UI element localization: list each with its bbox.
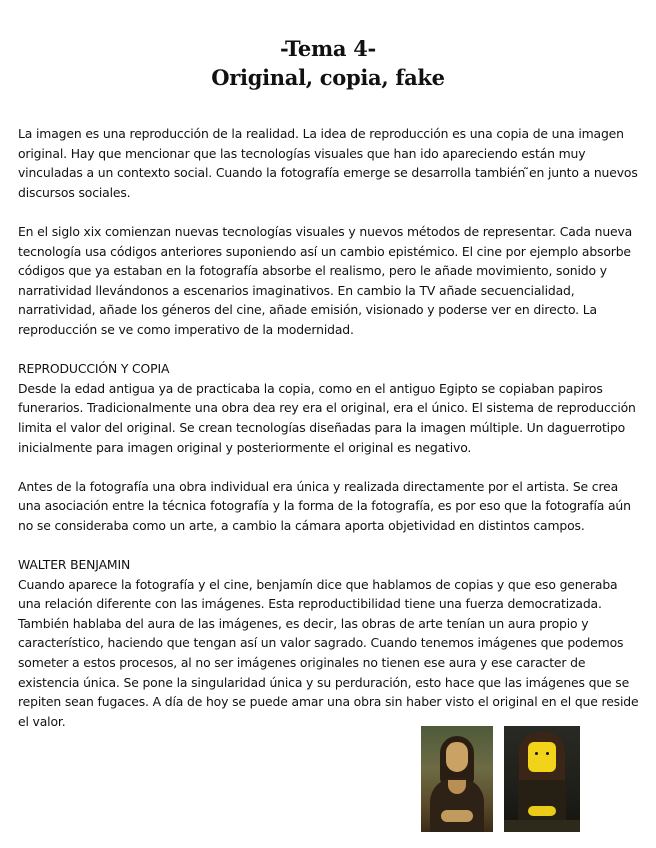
title-line-1: -Tema 4- [280, 36, 376, 61]
hands-shape [528, 806, 556, 816]
eye-shape [546, 752, 549, 755]
document-title [0, 34, 656, 92]
title-line-2: Original, copia, fake [211, 65, 445, 90]
paragraph-intro: La imagen es una reproducción de la realidad. La idea de reproducción es una copia de una imagen original. Hay que mencionar que las tecnologías visuales que han ido apareciendo están muy vinculadas a un contexto social. Cuando la fotografía emerge se desarrolla también ̃en junto a nuevos discursos sociales. [18, 126, 638, 200]
document-body [18, 124, 640, 751]
section-heading: WALTER BENJAMIN [18, 557, 131, 573]
paragraph: Antes de la fotografía una obra individual era única y realizada directamente por el artista. Se crea una asociación entre la técnica fotografía y la forma de la fotografía, es por eso que la fotografía aún no se consideraba como un arte, a cambio la cámara aporta objetividad en distintos campos. [18, 478, 631, 533]
lego-mona-lisa-image [504, 726, 580, 832]
face-shape [446, 742, 468, 772]
hands-shape [441, 810, 473, 822]
mona-lisa-painting-image [421, 726, 493, 832]
paragraph: Cuando aparece la fotografía y el cine, benjamín dice que hablamos de copias y que eso generaba una relación diferente con las imágenes. Esta reproductibilidad tiene una fuerza democratizada. También hablaba del aura de las imágenes, es decir, las obras de arte tenían un aura propio y característico, haciendo que tengan así un valor sagrado. Cuando tenemos imágenes que podemos someter a estos procesos, al no ser imágenes originales no tienen ese aura y ese caracter de existencia única. Se pone la singularidad única y su perduración, esto hace que las imágenes que se repiten sean fugaces. A día de hoy se puede amar una obra sin haber visto el original en el que reside el valor. [18, 576, 639, 729]
section-heading: REPRODUCCIÓN Y COPIA [18, 361, 170, 377]
eye-shape [535, 752, 538, 755]
section-reproduccion [18, 359, 640, 535]
paragraph-siglo-xix: En el siglo xix comienzan nuevas tecnologías visuales y nuevos métodos de representar. Cada nueva tecnología usa códigos anteriores suponiendo así un cambio epistémico. El cine por ejemplo absorbe códigos que ya estaban en la fotografía absorbe el realismo, pero le añade movimiento, sonido y narratividad llevándonos a escenarios imaginativos. En cambio la TV añade secuencialidad, narratividad, añade los géneros del cine, añade emisión, visionado y poderse ver en directo. La reproducción se ve como imperativo de la modernidad. [18, 223, 633, 337]
head-shape [528, 742, 556, 772]
paragraph: Desde la edad antigua ya de practicaba la copia, como en el antiguo Egipto se copiaban papiros funerarios. Tradicionalmente una obra dea rey era el original, era el único. El sistema de reproducción limita el valor del original. Se crean tecnologías diseñadas para la imagen múltiple. Un daguerrotipo inicialmente para imagen original y posteriormente el original es negativo. [18, 380, 636, 455]
section-benjamin [18, 555, 640, 731]
comparison-images [421, 726, 586, 832]
floor-shape [504, 820, 580, 832]
